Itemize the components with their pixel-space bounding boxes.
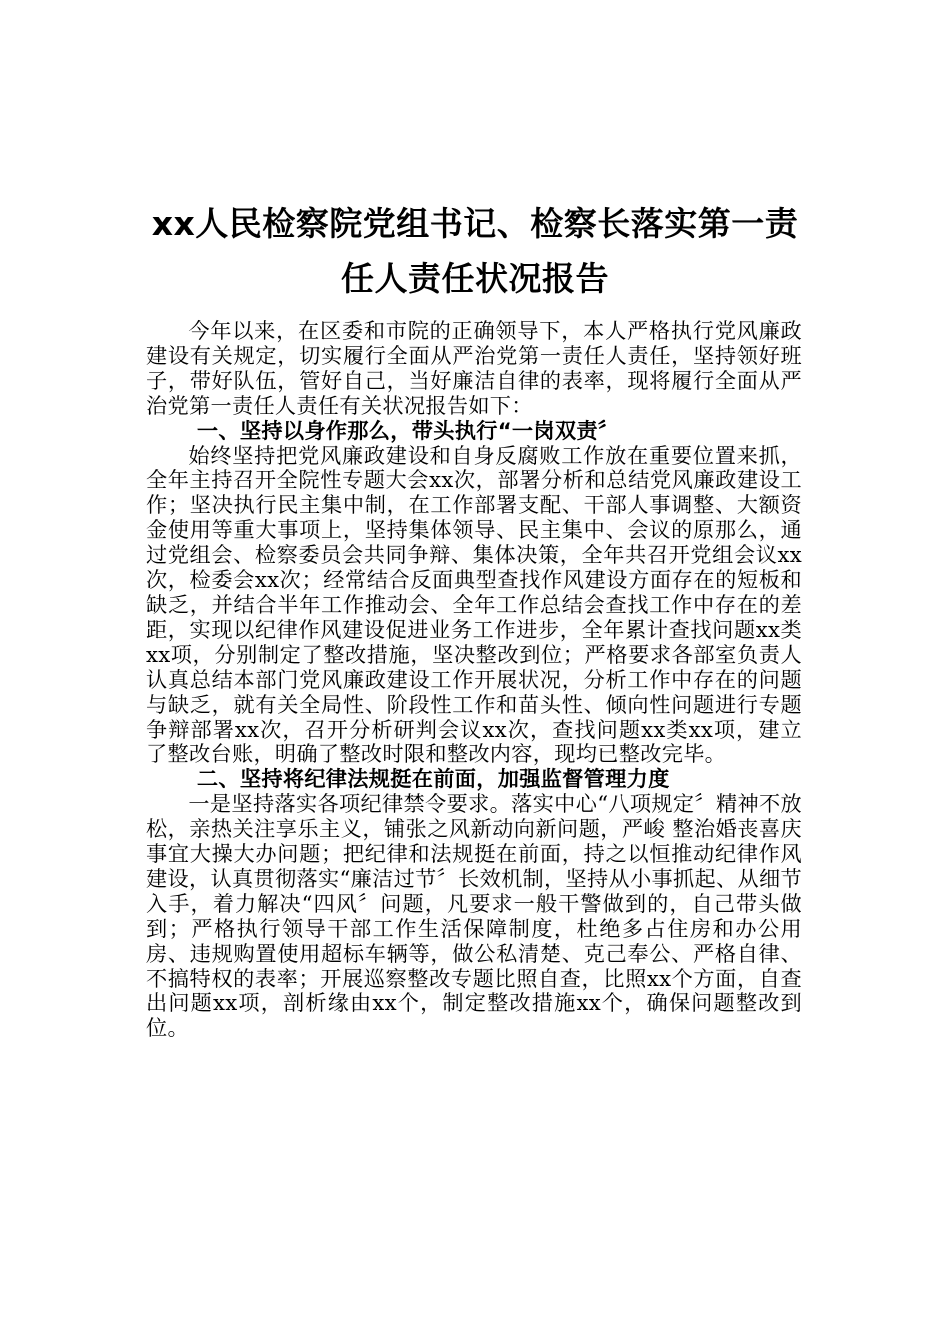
section-1-heading: 一、坚持以身作那么，带头执行“一岗双责〞 xyxy=(196,417,620,443)
title-line-1: xx人民检察院党组书记、检察长落实第一责 xyxy=(151,204,799,243)
document-body xyxy=(146,319,802,1041)
document-title xyxy=(140,196,810,306)
section-1-paragraph: 始终坚持把党风廉政建设和自身反腐败工作放在重要位置来抓，全年主持召开全院性专题大会xx次，部署分析和总结党风廉政建设工作；坚决执行民主集中制，在工作部署支配、干部人事调整、大额资金使用等重大事项上，坚持集体领导、民主集中、会议的原那么，通过党组会、检察委员会共同争辩、集体决策，全年共召开党组会议xx次，检委会xx次；经常结合反面典型查找作风建设方面存在的短板和缺乏，并结合半年工作推动会、全年工作总结会查找工作中存在的差距，实现以纪律作风建设促进业务工作进步，全年累计查找问题xx类xx项，分别制定了整改措施，坚决整改到位；严格要求各部室负责人认真总结本部门党风廉政建设工作开展状况，分析工作中存在的问题与缺乏，就有关全局性、阶段性工作和苗头性、倾向性问题进行专题争辩部署xx次，召开分析研判会议xx次，查找问题xx类xx项，建立了整改台账，明确了整改时限和整改内容，现均已整改完毕。 xyxy=(146,442,802,767)
intro-paragraph: 今年以来，在区委和市院的正确领导下，本人严格执行党风廉政建设有关规定，切实履行全面从严治党第一责任人责任，坚持领好班子，带好队伍，管好自己，当好廉洁自律的表率，现将履行全面从严治党第一责任人责任有关状况报告如下： xyxy=(146,318,802,418)
section-2-heading: 二、坚持将纪律法规挺在前面，加强监督管理力度 xyxy=(196,766,670,792)
title-line-2: 任人责任状况报告 xyxy=(341,259,609,298)
section-2-paragraph: 一是坚持落实各项纪律禁令要求。落实中心“八项规定〞精神不放松，亲热关注享乐主义，铺张之风新动向新问题，严峻 整治婚丧喜庆事宜大操大办问题；把纪律和法规挺在前面，持之以恒推动纪律作风建设，认真贯彻落实“廉洁过节〞长效机制，坚持从小事抓起、从细节入手，着力解决“四风〞问题，凡要求一般干警做到的，自己带头做到；严格执行领导干部工作生活保障制度，杜绝多占住房和办公用房、违规购置使用超标车辆等，做公私清楚、克己奉公、严格自律、不搞特权的表率；开展巡察整改专题比照自查，比照xx个方面，自查出问题xx项，剖析缘由xx个，制定整改措施xx个，确保问题整改到位。 xyxy=(146,791,802,1041)
